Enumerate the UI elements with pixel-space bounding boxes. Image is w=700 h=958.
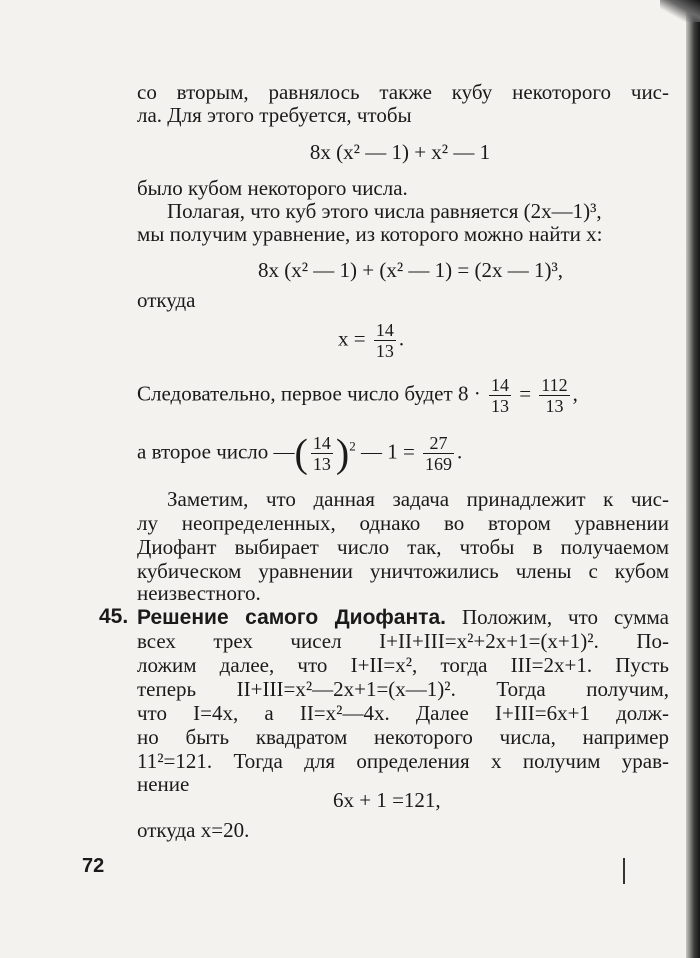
fraction: $\frac{14}{13}$: [490, 375, 509, 416]
text-line: но быть квадратом некоторого числа, например: [137, 725, 669, 749]
eq-tail: .: [398, 326, 405, 351]
eq-prefix: 8 ·: [457, 381, 481, 406]
eq-rest: — 1 =: [360, 439, 415, 464]
text-line: ла. Для этого требуется, чтобы: [137, 103, 412, 127]
page-corner-shadow: [660, 0, 700, 22]
eq-sign: =: [519, 381, 532, 406]
first-number-line: [137, 375, 677, 416]
fraction: $\frac{112}{13}$: [541, 375, 568, 416]
text-line: кубическом уравнении уничтожились члены с кубом: [137, 559, 669, 583]
equation: 8x (x² — 1) + (x² — 1) = (2x — 1)³,: [258, 258, 564, 282]
eq-tail: ,: [572, 381, 578, 406]
second-number-line: а второе число —( $\frac{14}{13}$ )$^2$ — 1 = $\frac{27}{169}$ .: [137, 430, 463, 476]
text-line: Полагая, что куб этого числа равняется (2x—1)³,: [167, 199, 602, 223]
page-number: 72: [82, 855, 105, 877]
text-line: со вторым, равнялось также кубу некоторого чис-: [137, 80, 669, 104]
text-line: 11²=121. Тогда для определения x получим урав-: [137, 749, 669, 773]
margin-mark: [623, 858, 625, 884]
problem-number: 45.: [99, 605, 129, 628]
text-line: откуда: [137, 288, 196, 312]
text-line: Диофант выбирает число так, чтобы в получаемом: [137, 535, 669, 559]
text-line: всех трех чисел I+II+III=x²+2x+1=(x+1)². По-: [137, 629, 669, 653]
eq-tail: .: [457, 439, 463, 464]
text-line: откуда x=20.: [137, 818, 250, 842]
exponent: 2: [349, 438, 356, 454]
equation: 6x + 1 =121,: [333, 788, 441, 812]
text-line: ложим далее, что I+II=x², тогда III=2x+1. Пусть: [137, 653, 669, 677]
text-line: нение: [137, 772, 190, 796]
text-line: что I=4x, а II=x²—4x. Далее I+III=6x+1 долж-: [137, 701, 669, 725]
text-line: теперь II+III=x²—2x+1=(x—1)². Тогда получим,: [137, 677, 669, 701]
eq-lhs: x =: [338, 326, 366, 351]
text-segment: Положим, что сумма: [461, 605, 669, 629]
problem-title: Решение самого Диофанта.: [137, 606, 446, 629]
fraction: $\frac{14}{13}$: [375, 320, 394, 361]
fraction: $\frac{27}{169}$: [425, 433, 453, 474]
text-line: лу неопределенных, однако во втором уравнении: [137, 511, 669, 535]
problem-first-line: [137, 605, 669, 630]
text-line: неизвестного.: [137, 581, 261, 605]
text-segment: Следовательно, первое число будет: [137, 381, 453, 406]
text-line: Заметим, что данная задача принадлежит к чис-: [167, 487, 669, 511]
equation: 8x (x² — 1) + x² — 1: [309, 140, 491, 164]
text-line: мы получим уравнение, из которого можно найти x:: [137, 222, 603, 246]
text-segment: а второе число —: [137, 439, 295, 464]
text-line: было кубом некоторого числа.: [137, 176, 408, 200]
fraction: $\frac{14}{13}$: [312, 433, 331, 474]
equation-x: [338, 320, 538, 361]
